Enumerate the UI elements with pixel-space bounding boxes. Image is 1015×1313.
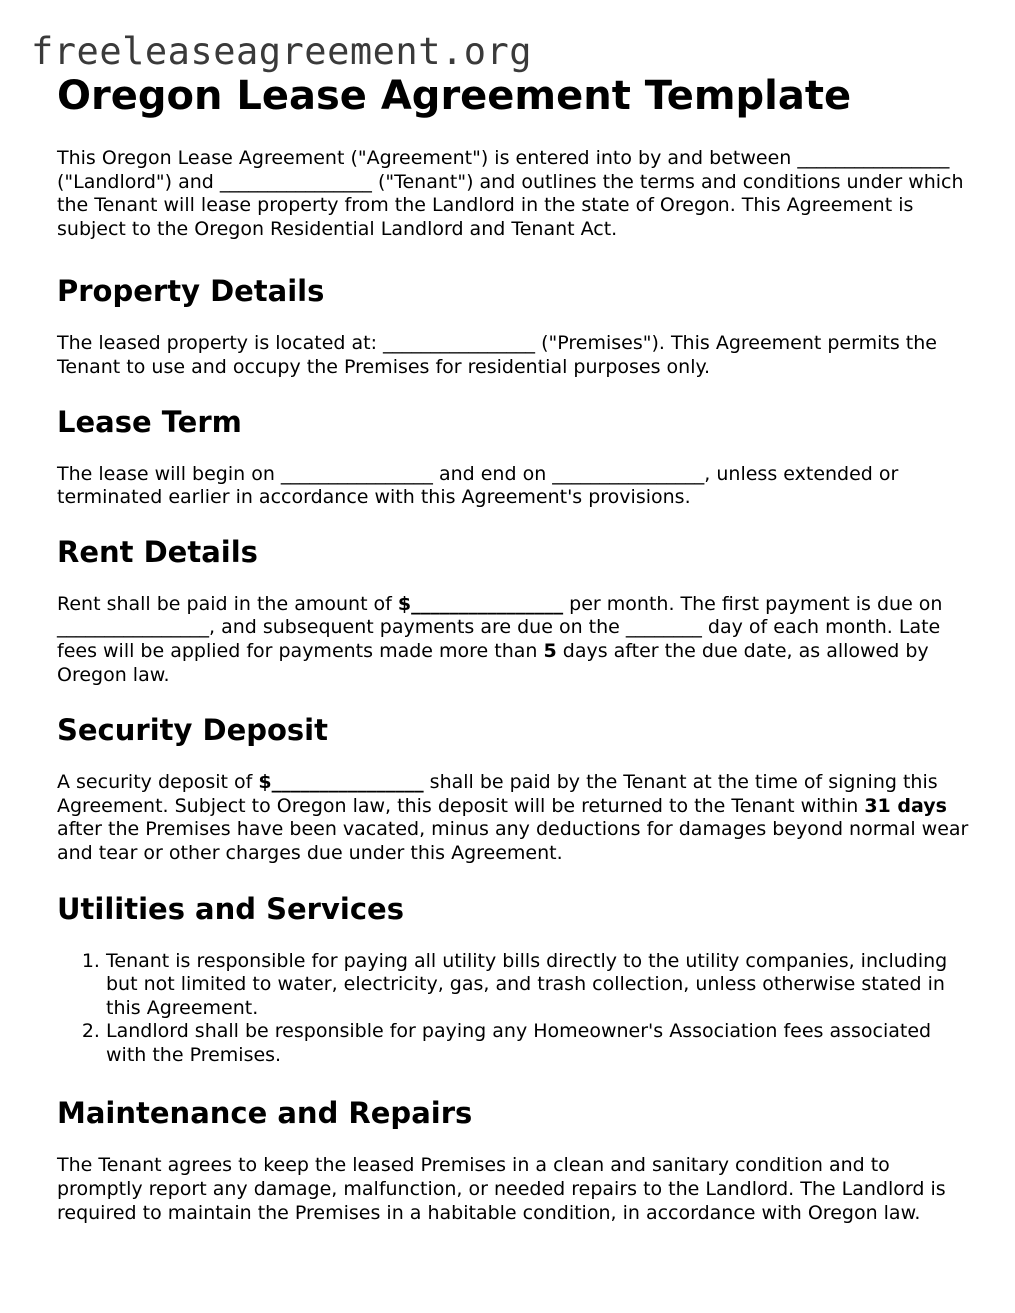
deposit-text-2: shall be paid by the Tenant at the time of signing this Agreement. Subject to Oregon law, this deposit will be returned to the Tenant within (57, 771, 938, 817)
tenant-name-blank: ________________ (219, 170, 372, 193)
property-text-2: ("Premises"). This Agreement permits the Tenant to use and occupy the Premises for residential purposes only. (57, 332, 937, 378)
intro-text-2: ("Landlord") and (57, 170, 220, 193)
rent-text-5: days after the due date, as allowed by Oregon law. (57, 639, 929, 686)
deposit-text-3: after the Premises have been vacated, minus any deductions for damages beyond normal wear and tear or other charges due under this Agreement. (57, 818, 969, 864)
deposit-amount-blank: $________________ (258, 771, 424, 794)
rent-text-2: per month. The first payment is due on (563, 592, 943, 615)
lease-term-heading: Lease Term (57, 404, 242, 439)
end-date-blank: ________________ (552, 462, 705, 485)
rent-text-3: , and subsequent payments are due on the (209, 616, 626, 639)
landlord-name-blank: ________________ (797, 147, 950, 169)
utilities-heading: Utilities and Services (57, 891, 404, 926)
maintenance-heading: Maintenance and Repairs (57, 1096, 473, 1131)
term-text-2: and end on (432, 462, 553, 485)
intro-text-1: This Oregon Lease Agreement ("Agreement") is entered into by and between (57, 147, 798, 169)
document-title: Oregon Lease Agreement Template (57, 73, 852, 119)
property-details-paragraph (57, 332, 972, 379)
list-item: 1. Tenant is responsible for paying all utility bills directly to the utility companies, including but not limited to water, electricity, gas, and trash collection, unless otherwise stated in this Agreement. (106, 950, 972, 1021)
document-page (57, 72, 972, 1225)
term-text-3: , unless extended or terminated earlier in accordance with this Agreement's provisions. (57, 462, 899, 509)
lease-term-paragraph (57, 463, 972, 510)
term-text-1: The lease will begin on (57, 462, 281, 485)
list-item: 2. Landlord shall be responsible for paying any Homeowner's Association fees associated with the Premises. (106, 1020, 972, 1067)
intro-text-3: ("Tenant") and outlines the terms and conditions under which the Tenant will lease property from the Landlord in the state of Oregon. This Agreement is subject to the Oregon Residential Landlord and Tenant Act. (57, 170, 964, 240)
late-fee-days: 5 (543, 639, 557, 662)
security-deposit-heading: Security Deposit (57, 713, 328, 748)
rent-text-4: day of each month. Late fees will be applied for payments made more than (57, 616, 941, 662)
rent-details-heading: Rent Details (57, 534, 258, 569)
rent-text-1: Rent shall be paid in the amount of (57, 592, 398, 615)
start-date-blank: ________________ (280, 462, 433, 485)
utilities-list (57, 950, 972, 1068)
property-address-blank: ________________ (383, 332, 536, 355)
property-details-heading: Property Details (57, 274, 325, 309)
deposit-return-days: 31 days (864, 794, 947, 817)
site-watermark: freeleaseagreement.org (31, 30, 533, 73)
first-payment-date-blank: ________________ (57, 616, 209, 639)
maintenance-paragraph: The Tenant agrees to keep the leased Premises in a clean and sanitary condition and to promptly report any damage, malfunction, or needed repairs to the Landlord. The Landlord is required to maintain the Premises in a habitable condition, in accordance with Oregon law. (57, 1154, 946, 1224)
deposit-text-1: A security deposit of (57, 771, 259, 794)
rent-details-paragraph (57, 593, 972, 687)
security-deposit-paragraph (57, 771, 972, 865)
property-text-1: The leased property is located at: (57, 332, 384, 355)
rent-amount-blank: $________________ (397, 592, 564, 615)
due-day-blank: ________ (625, 616, 702, 639)
intro-paragraph (57, 147, 972, 241)
